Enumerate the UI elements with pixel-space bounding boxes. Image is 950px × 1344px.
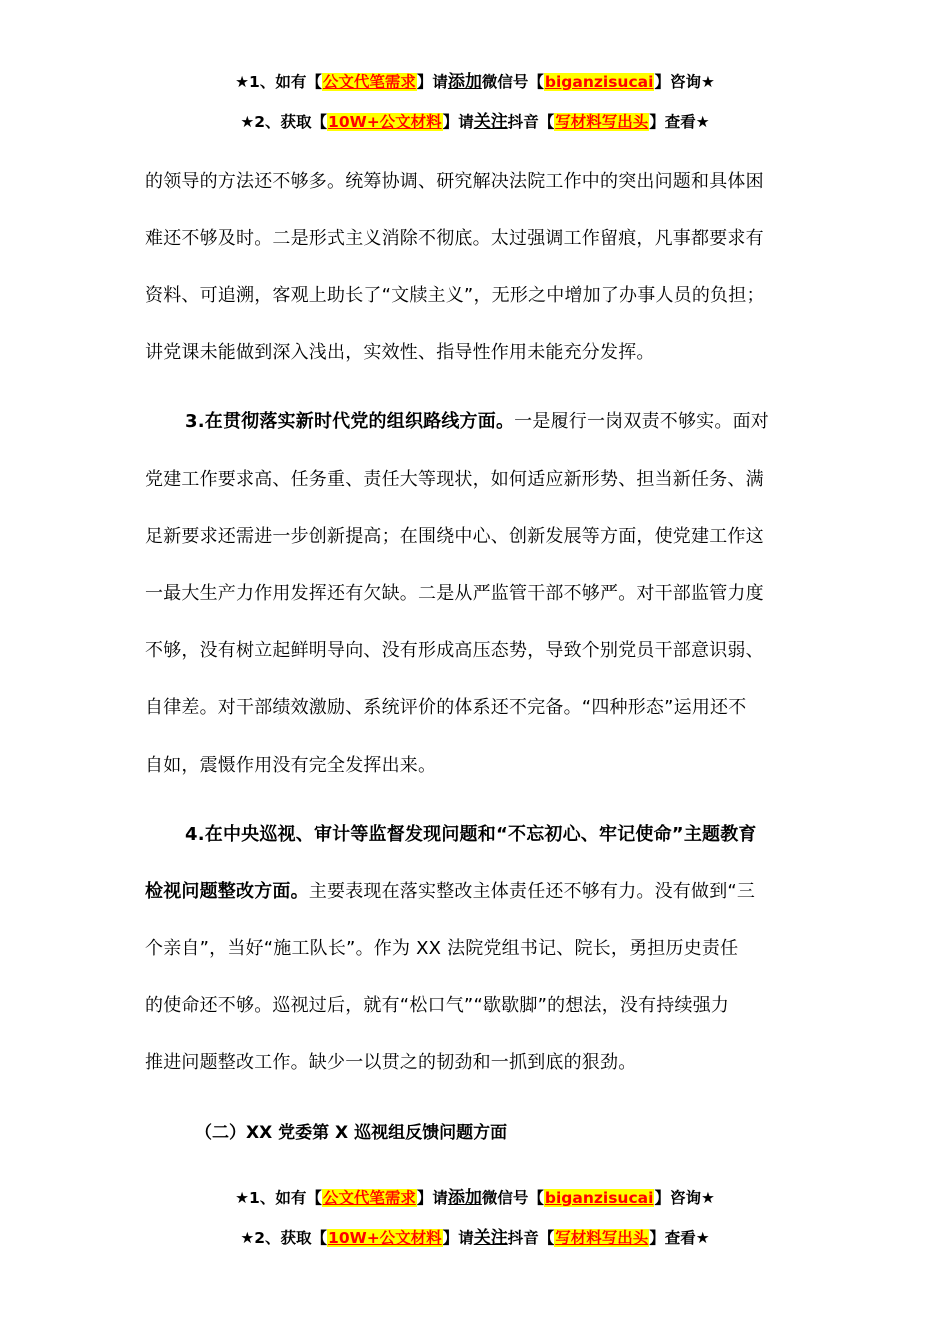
body-line: 推进问题整改工作。缺少一以贯之的韧劲和一抓到底的狠劲。 (145, 1052, 637, 1073)
promo-douyin-id: 写材料写出头 (555, 1229, 649, 1247)
promo-line-1 (0, 1188, 950, 1208)
body-line: 党建工作要求高、任务重、责任大等现状，如何适应新形势、担当新任务、满 (145, 469, 764, 490)
promo-text: 】咨询★ (654, 1189, 715, 1207)
para3-text: 一是履行一岗双责不够实。面对 (514, 411, 769, 432)
promo-text: 】请 (416, 1189, 448, 1207)
promo-underline: 添加 (447, 72, 482, 92)
promo-text: ★2、获取【 (240, 1229, 328, 1247)
promo-wechat-id: biganzisucai (544, 73, 654, 91)
section-heading: （二）XX 党委第 X 巡视组反馈问题方面 (195, 1123, 508, 1143)
promo-text: 】查看★ (649, 113, 710, 131)
promo-text: 抖音【 (507, 1229, 555, 1247)
body-line: 资料、可追溯，客观上助长了“文牍主义”，无形之中增加了办事人员的负担； (145, 285, 765, 306)
body-line: 个亲自”，当好“施工队长”。作为 XX 法院党组书记、院长，勇担历史责任 (145, 938, 739, 959)
promo-wechat-id: biganzisucai (544, 1189, 654, 1207)
promo-text: 】请 (442, 113, 474, 131)
body-line: 的领导的方法还不够多。统筹协调、研究解决法院工作中的突出问题和具体困 (145, 171, 764, 192)
para3-first-line (185, 410, 825, 434)
promo-highlight: 公文代笔需求 (322, 1189, 416, 1207)
promo-text: 微信号【 (481, 73, 544, 91)
body-line: 自如，震慑作用没有完全发挥出来。 (145, 755, 437, 776)
promo-text: 】查看★ (649, 1229, 710, 1247)
promo-underline: 关注 (473, 112, 508, 132)
promo-text: 微信号【 (481, 1189, 544, 1207)
body-line: 自律差。对干部绩效激励、系统评价的体系还不完备。“四种形态”运用还不 (145, 697, 747, 718)
promo-underline: 关注 (473, 1228, 508, 1248)
body-line: 不够，没有树立起鲜明导向、没有形成高压态势，导致个别党员干部意识弱、 (145, 640, 764, 661)
promo-highlight: 10W+公文材料 (328, 1229, 442, 1247)
promo-highlight: 10W+公文材料 (328, 113, 442, 131)
promo-text: ★1、如有【 (235, 73, 322, 91)
para4-title: 检视问题整改方面。 (145, 881, 309, 902)
promo-text: ★2、获取【 (240, 113, 328, 131)
para3-title: 3.在贯彻落实新时代党的组织路线方面。 (185, 411, 515, 432)
para4-second-line (145, 880, 825, 904)
promo-underline: 添加 (447, 1188, 482, 1208)
promo-text: 】请 (442, 1229, 474, 1247)
promo-text: 】咨询★ (654, 73, 715, 91)
body-line: 一最大生产力作用发挥还有欠缺。二是从严监管干部不够严。对干部监管力度 (145, 583, 764, 604)
para4-title-line: 4.在中央巡视、审计等监督发现问题和“不忘初心、牢记使命”主题教育 (185, 824, 757, 845)
promo-highlight: 公文代笔需求 (322, 73, 416, 91)
body-line: 足新要求还需进一步创新提高；在围绕中心、创新发展等方面，使党建工作这 (145, 526, 764, 547)
promo-text: ★1、如有【 (235, 1189, 322, 1207)
promo-text: 抖音【 (507, 113, 555, 131)
body-line: 的使命还不够。巡视过后，就有“松口气”“歇歇脚”的想法，没有持续强力 (145, 995, 730, 1016)
promo-line-1 (0, 72, 950, 92)
body-line: 讲党课未能做到深入浅出，实效性、指导性作用未能充分发挥。 (145, 342, 655, 363)
promo-text: 】请 (416, 73, 448, 91)
promo-line-2 (0, 112, 950, 132)
body-line: 难还不够及时。二是形式主义消除不彻底。太过强调工作留痕，凡事都要求有 (145, 228, 764, 249)
para4-text: 主要表现在落实整改主体责任还不够有力。没有做到“三 (308, 881, 756, 902)
promo-line-2 (0, 1228, 950, 1248)
promo-douyin-id: 写材料写出头 (555, 113, 649, 131)
